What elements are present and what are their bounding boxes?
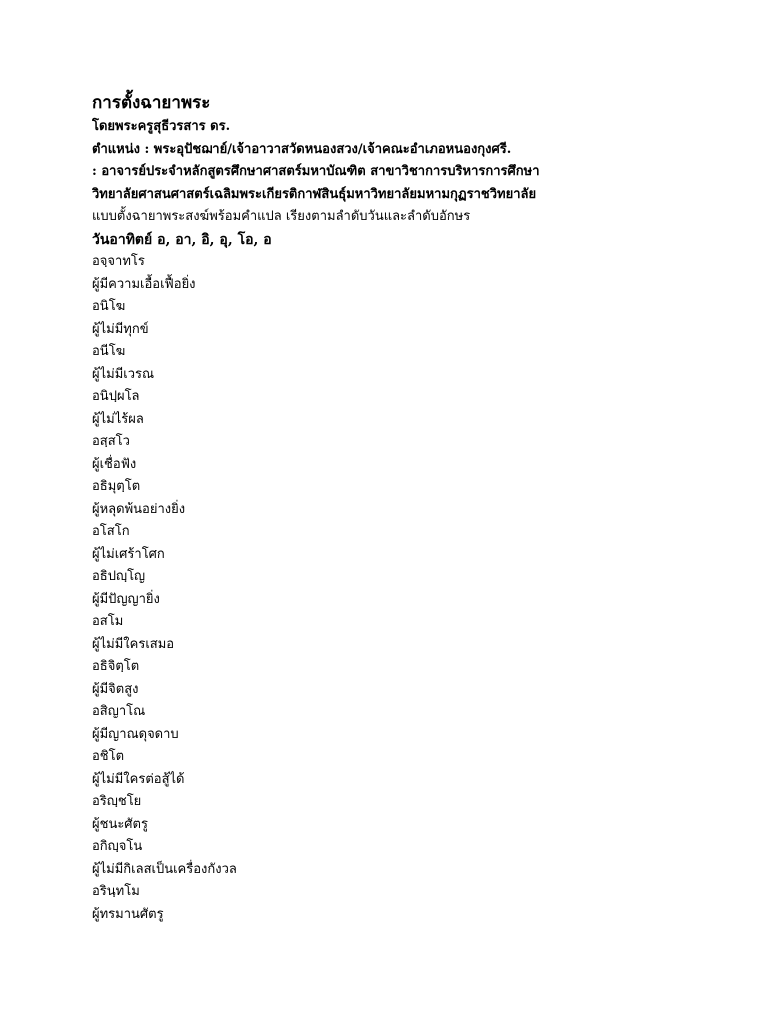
list-item [92,521,752,566]
pali-name: อสโม [92,614,124,629]
name-meaning: ผู้ไม่ไร้ผล [92,411,144,427]
pali-name: อธิมุตฺโต [92,479,141,494]
name-meaning: ผู้ไม่มีเวรณ [92,366,155,382]
list-item [92,701,752,746]
list-item [92,746,752,791]
name-meaning: ผู้ทรมานศัตรู [92,906,164,922]
pali-name: อสฺสโว [92,434,130,449]
pali-name: อนิปฺผโล [92,389,140,404]
name-meaning: ผู้มีญาณดุจดาบ [92,726,179,742]
list-item [92,881,752,926]
list-item [92,341,752,386]
name-meaning: ผู้มีจิตสูง [92,681,139,697]
college-line: วิทยาลัยศาสนศาสตร์เฉลิมพระเกียรติกาฬสินธุ์มหาวิทยาลัยมหามกุฏราชวิทยาลัย [92,186,537,202]
document-page [92,92,752,926]
author-line: โดยพระครูสุธีวรสาร ดร. [92,119,231,134]
list-item [92,836,752,881]
name-meaning: ผู้มีความเอื้อเฟื้อยิ่ง [92,276,196,292]
pali-name: อนิโฆ [92,299,126,314]
list-item [92,431,752,476]
list-item [92,296,752,341]
pali-name: อชิโต [92,749,125,764]
name-meaning: ผู้มีปัญญายิ่ง [92,591,160,607]
pali-name: อธิปญฺโญ [92,569,146,584]
name-meaning: ผู้เชื่อฟัง [92,456,137,472]
pali-name: อกิญฺจโน [92,839,143,854]
list-item [92,656,752,701]
name-meaning: ผู้หลุดพ้นอย่างยิ่ง [92,501,186,517]
pali-name: อจฺจาทโร [92,254,145,269]
list-item [92,791,752,836]
description-line: แบบตั้งฉายาพระสงฆ์พร้อมคำแปล เรียงตามลำดับวันและลำดับอักษร [92,209,471,224]
name-meaning: ผู้ไม่เศร้าโศก [92,546,165,562]
name-meaning: ผู้ไม่มีใครเสมอ [92,636,175,652]
pali-name: อสิญาโณ [92,704,146,719]
section-heading: วันอาทิตย์ อ, อา, อิ, อุ, โอ, อ [92,231,272,248]
position-line: ตำแหน่ง : พระอุปัชฌาย์/เจ้าอาวาสวัดหนองสวง/เจ้าคณะอำเภอหนองกุงศรี. [92,141,512,157]
list-item [92,386,752,431]
document-title: การตั้งฉายาพระ [92,93,211,113]
list-item [92,611,752,656]
pali-name: อธิจิตฺโต [92,659,140,674]
teacher-line: : อาจารย์ประจำหลักสูตรศึกษาศาสตร์มหาบัณฑิต สาขาวิชาการบริหารการศึกษา [92,164,540,179]
list-item [92,476,752,521]
pali-name: อโสโก [92,524,130,539]
pali-name: อนีโฆ [92,344,126,359]
name-meaning: ผู้ไม่มีกิเลสเป็นเครื่องกังวล [92,861,237,877]
name-meaning: ผู้ชนะศัตรู [92,816,148,832]
name-list [92,251,752,926]
name-meaning: ผู้ไม่มีทุกข์ [92,321,149,337]
pali-name: อริญฺชโย [92,794,142,809]
list-item [92,566,752,611]
name-meaning: ผู้ไม่มีใครต่อสู้ได้ [92,771,185,787]
list-item [92,251,752,296]
pali-name: อรินฺทโม [92,884,140,899]
